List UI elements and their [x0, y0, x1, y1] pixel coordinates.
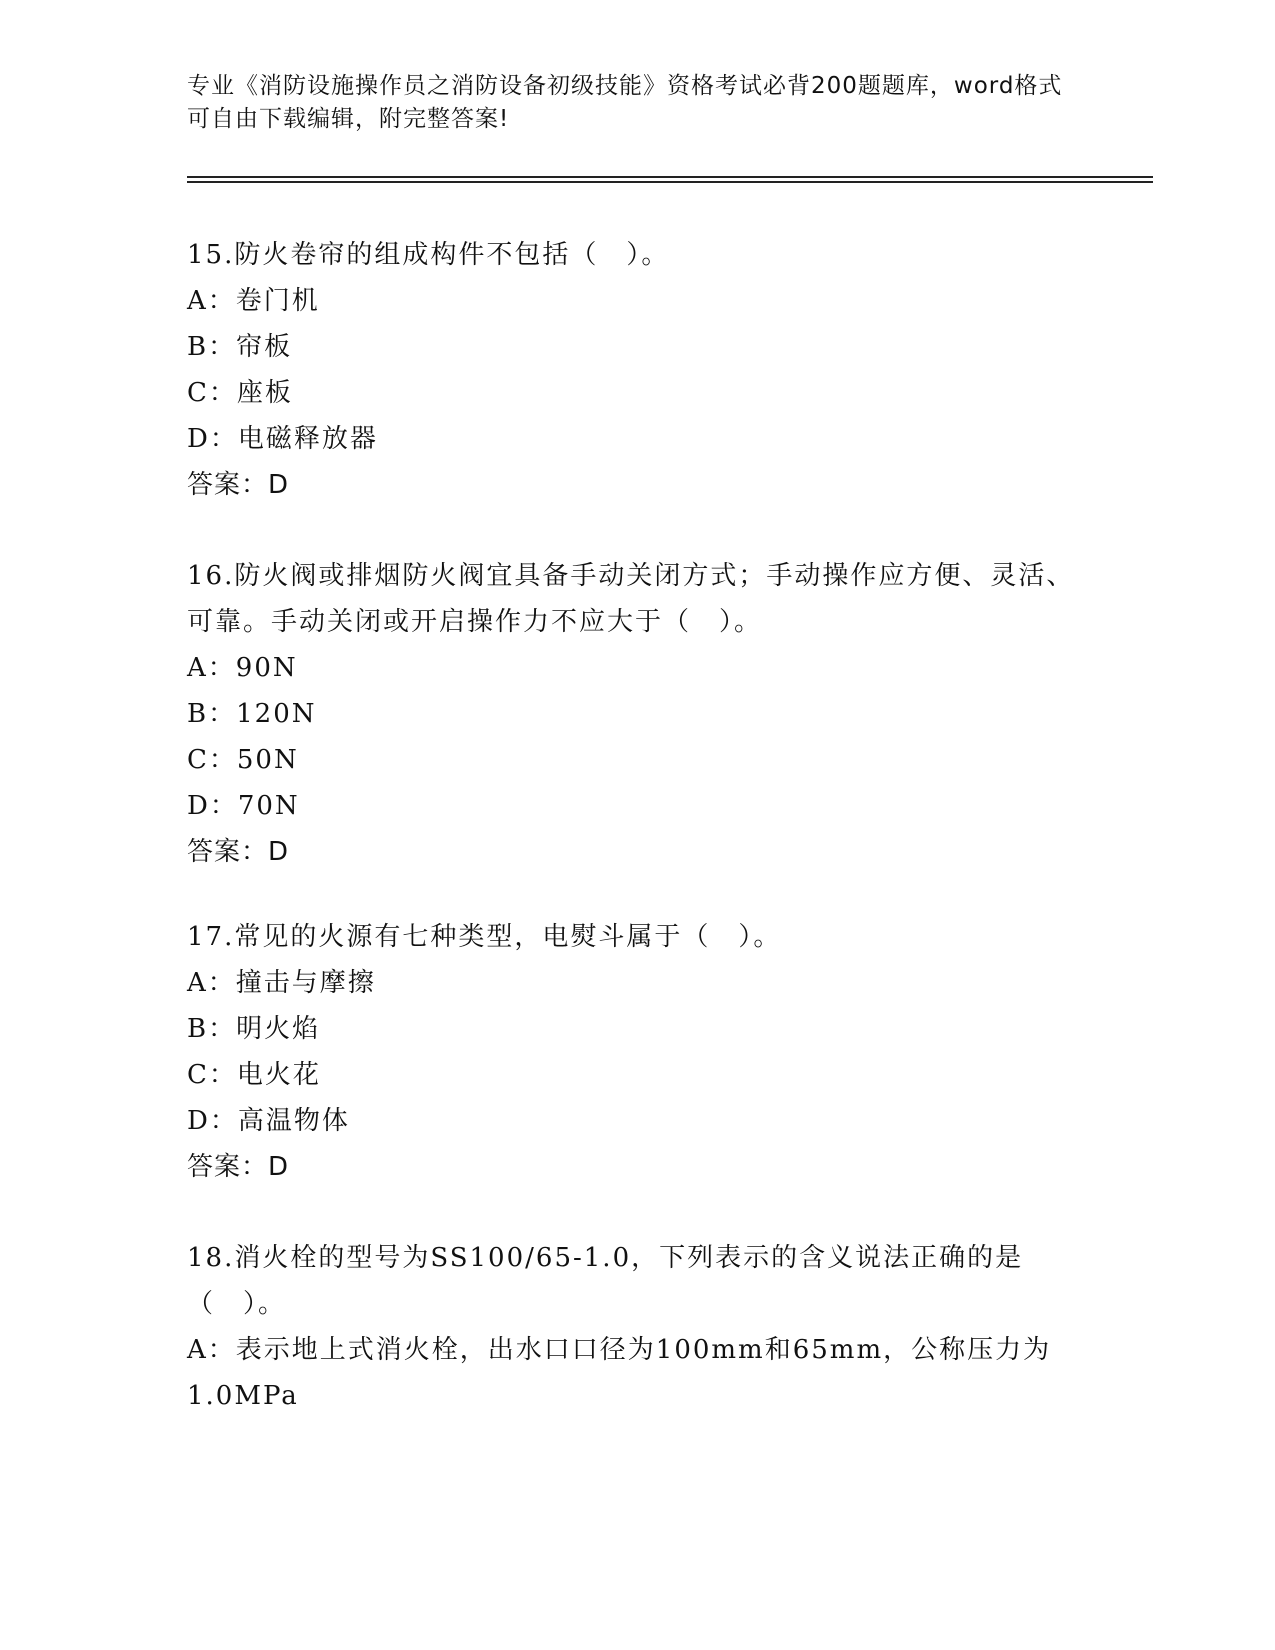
option-d: D：70N	[187, 791, 300, 821]
option-a: A：90N	[187, 653, 298, 683]
question-16	[187, 553, 1087, 875]
option-b: B：120N	[187, 699, 317, 729]
header-rule-bottom	[187, 181, 1153, 183]
option-a: A：表示地上式消火栓，出水口口径为100mm和65mm，公称压力为1.0MPa	[187, 1335, 1052, 1411]
question-stem: 15.防火卷帘的组成构件不包括（ ）。	[187, 240, 670, 270]
option-d: D：电磁释放器	[187, 424, 378, 454]
answer: 答案：D	[187, 837, 290, 867]
option-a: A：卷门机	[187, 286, 320, 316]
option-c: C：电火花	[187, 1060, 321, 1090]
document-header: 专业《消防设施操作员之消防设备初级技能》资格考试必背200题题库，word格式可自由下载编辑，附完整答案!	[187, 73, 1063, 132]
question-18	[187, 1235, 1087, 1419]
question-stem: 16.防火阀或排烟防火阀宜具备手动关闭方式；手动操作应方便、灵活、可靠。手动关闭或开启操作力不应大于（ ）。	[187, 561, 1075, 637]
option-d: D：高温物体	[187, 1106, 350, 1136]
option-b: B：明火焰	[187, 1014, 321, 1044]
option-c: C：50N	[187, 745, 299, 775]
question-stem: 17.常见的火源有七种类型，电熨斗属于（ ）。	[187, 922, 782, 952]
answer: 答案：D	[187, 1152, 290, 1182]
question-17	[187, 914, 1087, 1190]
answer: 答案：D	[187, 470, 290, 500]
option-a: A：撞击与摩擦	[187, 968, 376, 998]
question-15	[187, 232, 1087, 508]
header-rule-top	[187, 176, 1153, 178]
option-b: B：帘板	[187, 332, 293, 362]
question-stem: 18.消火栓的型号为SS100/65-1.0，下列表示的含义说法正确的是（ ）。	[187, 1243, 1024, 1319]
option-c: C：座板	[187, 378, 293, 408]
